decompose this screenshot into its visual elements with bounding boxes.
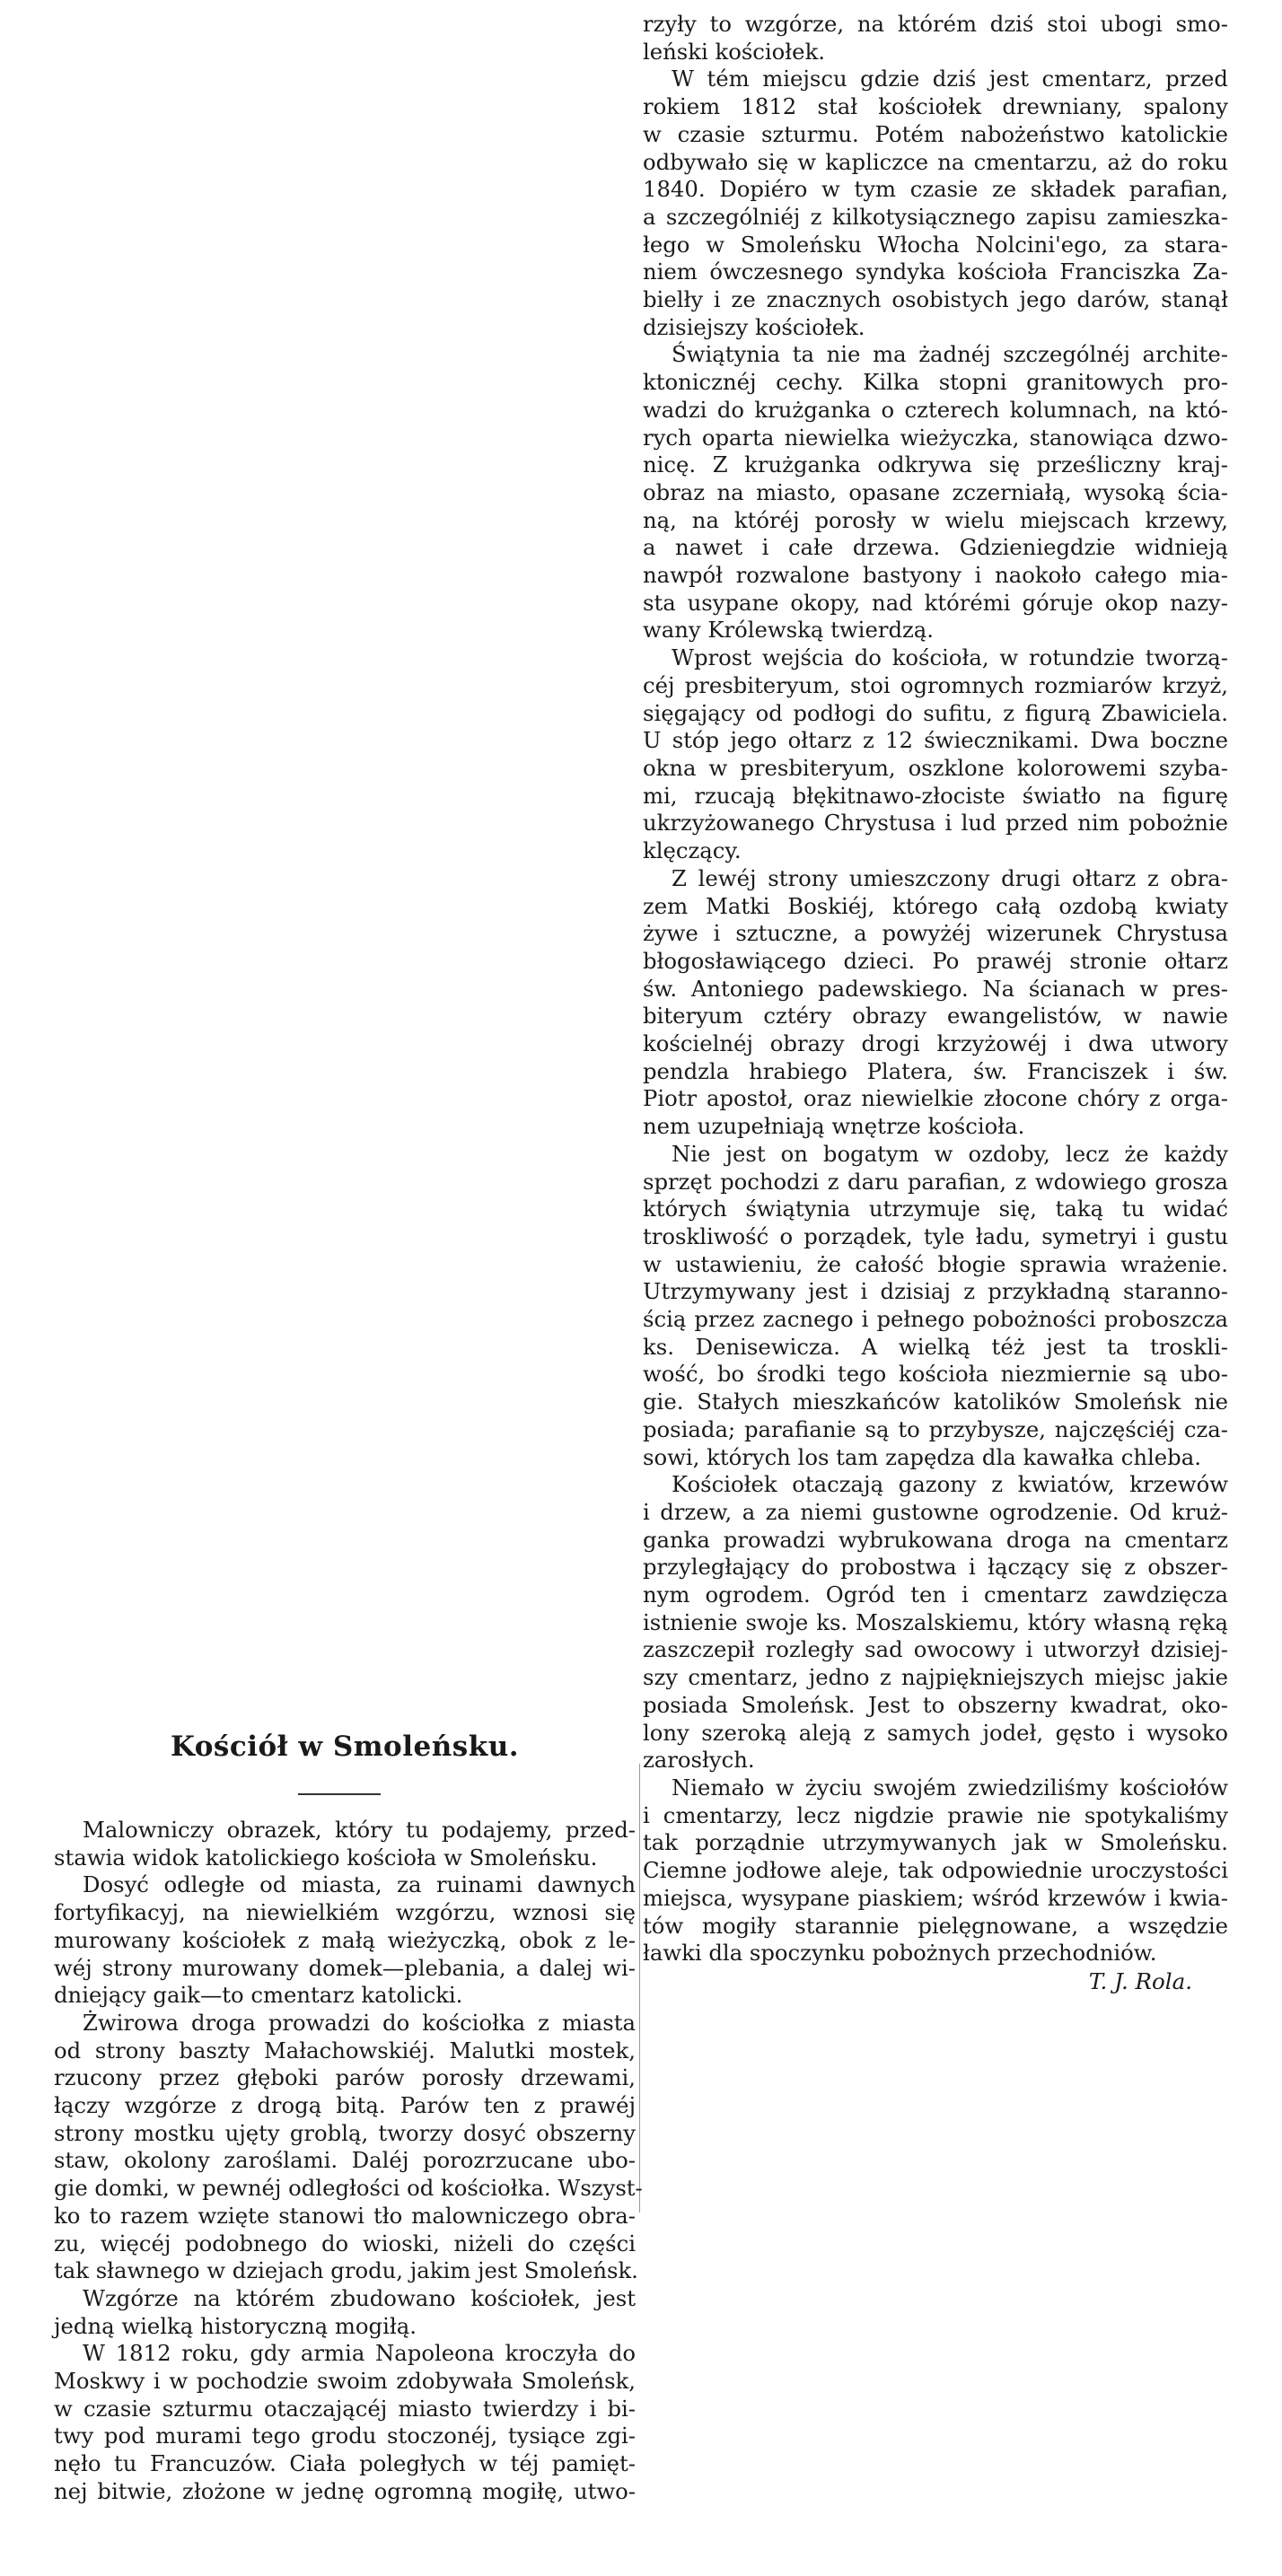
paragraph bbox=[643, 865, 1228, 1141]
text-line: a nawet i całe drzewa. Gdzieniegdzie widnieją bbox=[643, 534, 1228, 561]
text-line: zarosłych. bbox=[643, 1747, 755, 1774]
paragraph bbox=[54, 1817, 636, 1871]
text-line: mi, rzucają błękitnawo-złociste światło na figurę bbox=[643, 782, 1228, 809]
right-column-text bbox=[643, 11, 1228, 1967]
text-line: łego w Smoleńsku Włocha Nolcini'ego, za stara- bbox=[643, 231, 1228, 258]
text-line: nicę. Z krużganka odkrywa się prześliczny kraj- bbox=[643, 451, 1228, 478]
text-line: strony mostku ujęty groblą, tworzy dosyć obszerny bbox=[54, 2119, 636, 2146]
text-line: Kościołek otaczają gazony z kwiatów, krzewów bbox=[672, 1471, 1228, 1498]
paragraph bbox=[643, 341, 1228, 644]
text-line: których świątynia utrzymuje się, taką tu widać bbox=[643, 1196, 1228, 1222]
text-line: bielły i ze znacznych osobistych jego darów, stanął bbox=[643, 286, 1228, 313]
text-line: W 1812 roku, gdy armia Napoleona kroczyła do bbox=[83, 2340, 636, 2367]
text-line: ukrzyżowanego Chrystusa i lud przed nim pobożnie bbox=[643, 810, 1228, 837]
text-line: sprzęt pochodzi z daru parafian, z wdowiego grosza bbox=[643, 1168, 1228, 1195]
text-line: rzucony przez głęboki parów porosły drzewami, bbox=[54, 2064, 636, 2091]
text-line: rych oparta niewielka wieżyczka, stanowiąca dzwo- bbox=[643, 424, 1228, 451]
text-line: rokiem 1812 stał kościołek drewniany, spalony bbox=[643, 93, 1228, 120]
text-line: biteryum cztéry obrazy ewangelistów, w nawie bbox=[643, 1003, 1228, 1030]
text-line: Ciemne jodłowe aleje, tak odpowiednie uroczystości bbox=[643, 1857, 1228, 1884]
text-line: dzisiejszy kościołek. bbox=[643, 313, 865, 340]
text-line: kościelnéj obrazy drogi krzyżowéj i dwa utwory bbox=[643, 1030, 1228, 1057]
text-line: wany Królewską twierdzą. bbox=[643, 617, 935, 644]
text-line: Żwirowa droga prowadzi do kościołka z miasta bbox=[83, 2009, 636, 2036]
paragraph bbox=[643, 644, 1228, 865]
text-line: Z lewéj strony umieszczony drugi ołtarz z obra- bbox=[672, 864, 1228, 891]
text-line: gie domki, w pewnéj odległości od kościołka. Wszyst- bbox=[54, 2175, 643, 2202]
article-title: Kościół w Smoleńsku. bbox=[170, 1730, 520, 1763]
text-line: i drzew, a za niemi gustowne ogrodzenie. Od kruż- bbox=[643, 1498, 1228, 1525]
title-divider bbox=[298, 1793, 381, 1795]
paragraph bbox=[643, 66, 1228, 341]
text-line: Wprost wejścia do kościoła, w rotundzie tworzą- bbox=[672, 644, 1228, 671]
text-line: dniejący gaik—to cmentarz katolicki. bbox=[54, 1982, 463, 2009]
text-line: Wzgórze na którém zbudowano kościołek, jest bbox=[83, 2284, 636, 2311]
text-line: ścią przez zacnego i pełnego pobożności proboszcza bbox=[643, 1306, 1228, 1333]
text-line: w ustawieniu, że całość błogie sprawia wrażenie. bbox=[643, 1250, 1228, 1277]
text-line: Niemało w życiu swojém zwiedziliśmy kościołów bbox=[672, 1774, 1228, 1801]
text-line: gie. Stałych mieszkańców katolików Smoleńsk nie bbox=[643, 1389, 1228, 1415]
text-line: ławki dla spoczynku pobożnych przechodniów. bbox=[643, 1940, 1157, 1967]
author-signature: T. J. Rola. bbox=[1088, 1967, 1192, 1994]
text-line: odbywało się w kapliczce na cmentarzu, aż do roku bbox=[643, 148, 1228, 175]
text-line: istnienie swoje ks. Moszalskiemu, który własną ręką bbox=[643, 1608, 1228, 1635]
text-line: lony szeroką aleją z samych jodeł, gęsto i wysoko bbox=[643, 1719, 1228, 1746]
text-line: jedną wielką historyczną mogiłą. bbox=[54, 2312, 417, 2339]
text-line: okna w presbiteryum, oszklone kolorowemi szyba- bbox=[643, 754, 1228, 781]
text-line: nęło tu Francuzów. Ciała poległych w téj pamięt- bbox=[54, 2450, 636, 2477]
text-line: wéj strony murowany domek—plebania, a dalej wi- bbox=[54, 1954, 636, 1981]
text-line: posiada; parafianie są to przybysze, najczęściéj cza- bbox=[643, 1415, 1228, 1442]
text-line: wadzi do krużganka o czterech kolumnach, na któ- bbox=[643, 396, 1228, 423]
text-line: ko to razem wzięte stanowi tło malowniczego obra- bbox=[54, 2202, 636, 2229]
text-line: U stóp jego ołtarz z 12 świecznikami. Dwa boczne bbox=[643, 727, 1228, 754]
text-line: leński kościołek. bbox=[643, 38, 826, 65]
text-line: céj presbiteryum, stoi ogromnych rozmiarów krzyż, bbox=[643, 671, 1228, 698]
right-column bbox=[643, 11, 1228, 1995]
text-line: Utrzymywany jest i dzisiaj z przykładną staranno- bbox=[643, 1278, 1228, 1305]
text-line: ganka prowadzi wybrukowana droga na cmentarz bbox=[643, 1526, 1228, 1553]
text-line: łączy wzgórze z drogą bitą. Parów ten z prawéj bbox=[54, 2092, 636, 2119]
paragraph bbox=[54, 2340, 636, 2505]
paragraph bbox=[643, 1774, 1228, 1967]
text-line: nawpół rozwalone bastyony i naokoło całego mia- bbox=[643, 562, 1228, 589]
text-line: W tém miejscu gdzie dziś jest cmentarz, przed bbox=[672, 66, 1228, 92]
text-line: przyległający do probostwa i łączący się z obszer- bbox=[643, 1554, 1228, 1581]
text-line: ktonicznéj cechy. Kilka stopni granitowych pro- bbox=[643, 369, 1228, 396]
text-line: Dosyć odległe od miasta, za ruinami dawnych bbox=[83, 1871, 636, 1898]
text-line: nem uzupełniają wnętrze kościoła. bbox=[643, 1113, 1025, 1140]
text-line: tów mogiły starannie pielęgnowane, a wszędzie bbox=[643, 1912, 1228, 1939]
left-column-text bbox=[54, 1817, 643, 2506]
paragraph bbox=[54, 2285, 636, 2340]
text-line: nej bitwie, złożone w jednę ogromną mogiłę, utwo- bbox=[54, 2477, 636, 2504]
text-line: żywe i sztuczne, a powyżéj wizerunek Chrystusa bbox=[643, 920, 1228, 947]
text-line: zaszczepił rozległy sad owocowy i utworzył dzisiej- bbox=[643, 1636, 1228, 1663]
text-line: niem ówczesnego syndyka kościoła Franciszka Za- bbox=[643, 258, 1228, 285]
text-line: a szczególniéj z kilkotysiącznego zapisu zamieszka- bbox=[643, 203, 1228, 230]
paragraph bbox=[643, 1471, 1228, 1774]
paragraph bbox=[54, 1871, 636, 2010]
text-line: zem Matki Boskiéj, którego całą ozdobą kwiaty bbox=[643, 892, 1228, 919]
text-line: posiada Smoleńsk. Jest to obszerny kwadrat, oko- bbox=[643, 1691, 1228, 1718]
text-line: sięgający od podłogi do sufitu, z figurą Zbawiciela. bbox=[643, 699, 1228, 726]
text-line: obraz na miasto, opasane zczerniałą, wysoką ścia- bbox=[643, 478, 1228, 505]
text-line: troskliwość o porządek, tyle ładu, symetryi i gustu bbox=[643, 1222, 1228, 1249]
text-line: od strony baszty Małachowskiéj. Malutki mostek, bbox=[54, 2037, 636, 2063]
text-line: i cmentarzy, lecz nigdzie prawie nie spotykaliśmy bbox=[643, 1801, 1228, 1828]
text-line: Nie jest on bogatym w ozdoby, lecz że każdy bbox=[672, 1140, 1228, 1167]
text-line: Malowniczy obrazek, który tu podajemy, przed- bbox=[83, 1817, 636, 1843]
text-line: szy cmentarz, jedno z najpiękniejszych miejsc jakie bbox=[643, 1664, 1228, 1691]
text-line: zu, więcéj podobnego do wioski, niżeli do części bbox=[54, 2230, 636, 2256]
text-line: murowany kościołek z małą wieżyczką, obok z le- bbox=[54, 1926, 636, 1953]
text-line: nym ogrodem. Ogród ten i cmentarz zawdzięcza bbox=[643, 1582, 1228, 1608]
paragraph bbox=[643, 1141, 1228, 1471]
text-line: w czasie szturmu otaczającéj miasto twierdzy i bi- bbox=[54, 2395, 636, 2422]
text-line: staw, okolony zaroślami. Daléj porozrzucane ubo- bbox=[54, 2147, 636, 2174]
text-line: Piotr apostoł, oraz niewielkie złocone chóry z orga- bbox=[643, 1085, 1228, 1112]
text-line: sta usypane okopy, nad którémi góruje okop nazy- bbox=[643, 589, 1228, 616]
text-line: stawia widok katolickiego kościoła w Smoleńsku. bbox=[54, 1844, 598, 1871]
paragraph bbox=[54, 2009, 643, 2285]
text-line: Moskwy i w pochodzie swoim zdobywała Smoleńsk, bbox=[54, 2368, 636, 2395]
text-line: fortyfikacyj, na niewielkiém wzgórzu, wznosi się bbox=[54, 1899, 636, 1926]
text-line: sowi, których los tam zapędza dla kawałka chleba. bbox=[643, 1443, 1201, 1470]
column-divider bbox=[639, 1764, 640, 2212]
text-line: wość, bo środki tego kościoła niezmiernie są ubo- bbox=[643, 1361, 1228, 1388]
text-line: pendzla hrabiego Platera, św. Franciszek i św. bbox=[643, 1057, 1228, 1084]
text-line: klęczący. bbox=[643, 837, 742, 864]
text-line: twy pod murami tego grodu stoczonéj, tysiące zgi- bbox=[54, 2423, 636, 2449]
text-line: tak sławnego w dziejach grodu, jakim jest Smoleńsk. bbox=[54, 2257, 638, 2284]
text-line: Świątynia ta nie ma żadnéj szczególnéj archite- bbox=[672, 341, 1228, 368]
text-line: błogosławiącego dzieci. Po prawéj stronie ołtarz bbox=[643, 947, 1228, 974]
text-line: miejsca, wysypane piaskiem; wśród krzewów i kwia- bbox=[643, 1884, 1228, 1911]
text-line: ną, na któréj porosły w wielu miejscach krzewy, bbox=[643, 506, 1228, 533]
paragraph bbox=[643, 11, 1228, 66]
text-line: ks. Denisewicza. A wielką téż jest ta troskli- bbox=[643, 1333, 1228, 1360]
text-line: tak porządnie utrzymywanych jak w Smoleńsku. bbox=[643, 1829, 1228, 1856]
text-line: rzyły to wzgórze, na którém dziś stoi ubogi smo- bbox=[643, 11, 1228, 37]
text-line: 1840. Dopiéro w tym czasie ze składek parafian, bbox=[643, 176, 1228, 203]
text-line: św. Antoniego padewskiego. Na ścianach w pres- bbox=[643, 975, 1228, 1002]
text-line: w czasie szturmu. Potém nabożeństwo katolickie bbox=[643, 120, 1228, 147]
